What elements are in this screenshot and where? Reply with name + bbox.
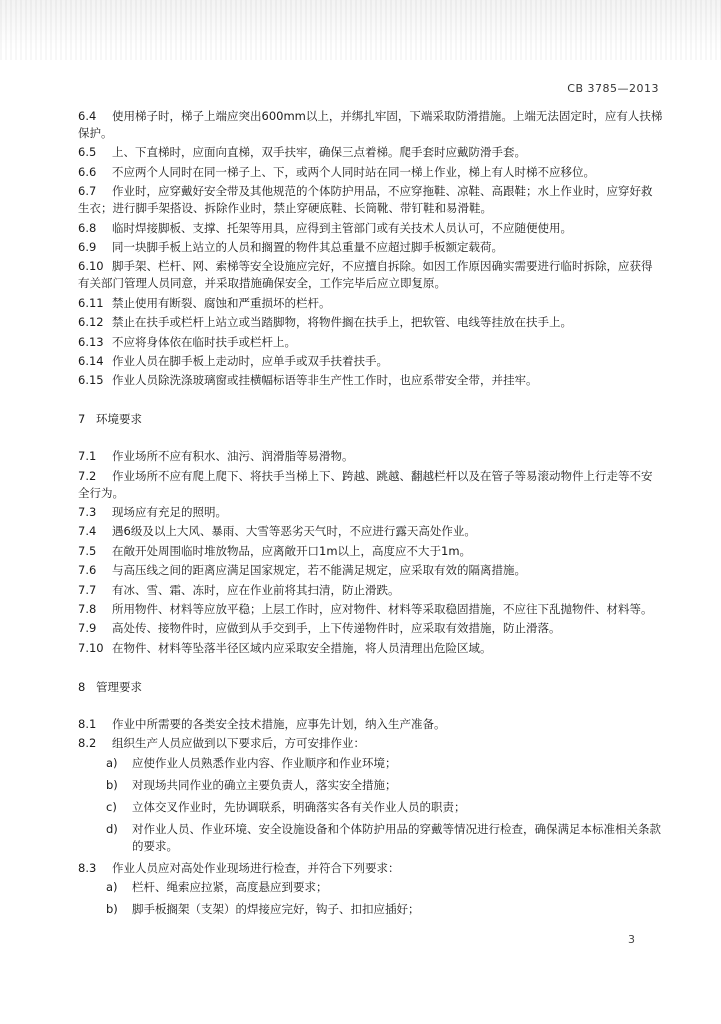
clause: 7.4 遇6级及以上大风、暴雨、大雪等恶劣天气时，不应进行露天高处作业。 (78, 524, 476, 539)
standard-code: CB 3785—2013 (567, 82, 659, 95)
clause: 6.10 脚手架、栏杆、网、索梯等安全设施应完好，不应擅自拆除。如因工作原因确实需要进行临时拆除，应获得有关部门管理人员同意，并采取措施确保安全，工作完毕后应立即复原。 (78, 259, 653, 291)
clause: 7.6 与高压线之间的距离应满足国家规定，若不能满足规定，应采取有效的隔离措施。 (78, 563, 526, 578)
clause: 6.13 不应将身体依在临时扶手或栏杆上。 (78, 334, 296, 349)
clause: 8.3 作业人员应对高处作业现场进行检查，并符合下列要求： (78, 860, 400, 875)
clause: 6.4 使用梯子时，梯子上端应突出600mm以上，并绑扎牢固，下端采取防滑措施。上端无法固定时，应有人扶梯保护。 (78, 109, 663, 140)
section-6-clauses (78, 108, 663, 389)
list-item: b) 对现场共同作业的确立主要负责人，落实安全措施； (106, 777, 397, 792)
list-item: b) 脚手板搁架（支架）的焊接应完好，钩子、扣扣应插好； (106, 901, 420, 916)
clause: 6.9 同一块脚手板上站立的人员和搁置的物件其总重量不应超过脚手板额定载荷。 (78, 239, 503, 254)
list-item: a) 应使作业人员熟悉作业内容、作业顺序和作业环境； (106, 755, 397, 770)
clause: 7.9 高处传、接物件时，应做到从手交到手，上下传递物件时，应采取有效措施，防止滑落。 (78, 621, 561, 636)
clause: 6.7 作业时，应穿戴好安全带及其他规范的个体防护用品，不应穿拖鞋、凉鞋、高跟鞋；水上作业时，应穿好救生衣；进行脚手架搭设、拆除作业时，禁止穿硬底鞋、长筒靴、带钉鞋和易滑鞋。 (78, 184, 653, 216)
clause: 7.2 作业场所不应有爬上爬下、将扶手当梯上下、跨越、跳越、翻越栏杆以及在管子等易滚动物件上行走等不安全行为。 (78, 468, 653, 500)
clause: 6.5 上、下直梯时，应面向直梯，双手扶牢，确保三点着梯。爬手套时应戴防滑手套。 (78, 145, 526, 160)
clause: 8.2 组织生产人员应做到以下要求后，方可安排作业： (78, 736, 365, 751)
clause: 7.8 所用物件、材料等应放平稳；上层工作时，应对物件、材料等采取稳固措施，不应往下乱抛物件、材料等。 (78, 602, 653, 617)
clause: 7.1 作业场所不应有积水、油污、润滑脂等易滑物。 (78, 449, 354, 464)
clause: 7.10 在物件、材料等坠落半径区域内应采取安全措施，将人员清理出危险区域。 (78, 640, 492, 655)
clause: 6.11 禁止使用有断裂、腐蚀和严重损坏的栏杆。 (78, 295, 331, 310)
page-number: 3 (628, 933, 635, 946)
list-item: d) 对作业人员、作业环境、安全设施设备和个体防护用品的穿戴等情况进行检查，确保满足本标准相关条款的要求。 (106, 821, 661, 853)
document-body (78, 108, 663, 923)
section-heading-7: 7 环境要求 (78, 412, 142, 427)
section-8-clauses (78, 716, 663, 918)
section-heading-8: 8 管理要求 (78, 679, 142, 694)
list-item: a) 栏杆、绳索应拉紧，高度悬应到要求； (106, 879, 328, 894)
scan-artifact (0, 0, 721, 60)
section-7-clauses (78, 448, 663, 657)
clause: 8.1 作业中所需要的各类安全技术措施，应事先计划，纳入生产准备。 (78, 716, 446, 731)
clause: 7.5 在敞开处周围临时堆放物品，应离敞开口1m以上，高度应不大于1m。 (78, 543, 472, 558)
clause: 6.14 作业人员在脚手板上走动时，应单手或双手扶着扶手。 (78, 353, 388, 368)
list-item: c) 立体交叉作业时，先协调联系，明确落实各有关作业人员的职责； (106, 799, 466, 814)
clause: 7.7 有冰、雪、霜、冻时，应在作业前将其扫清，防止滑跌。 (78, 582, 400, 597)
clause: 7.3 现场应有充足的照明。 (78, 505, 227, 520)
clause: 6.12 禁止在扶手或栏杆上站立或当踏脚物，将物件搁在扶手上，把软管、电线等挂放在扶手上。 (78, 315, 572, 330)
clause: 6.6 不应两个人同时在同一梯子上、下，或两个人同时站在同一梯上作业，梯上有人时梯不应移位。 (78, 164, 595, 179)
clause: 6.15 作业人员除洗涤玻璃窗或挂横幅标语等非生产性工作时，也应系带安全带，并挂牢。 (78, 373, 538, 388)
clause: 6.8 临时焊接脚板、支撑、托架等用具，应得到主管部门或有关技术人员认可，不应随便使用。 (78, 220, 572, 235)
